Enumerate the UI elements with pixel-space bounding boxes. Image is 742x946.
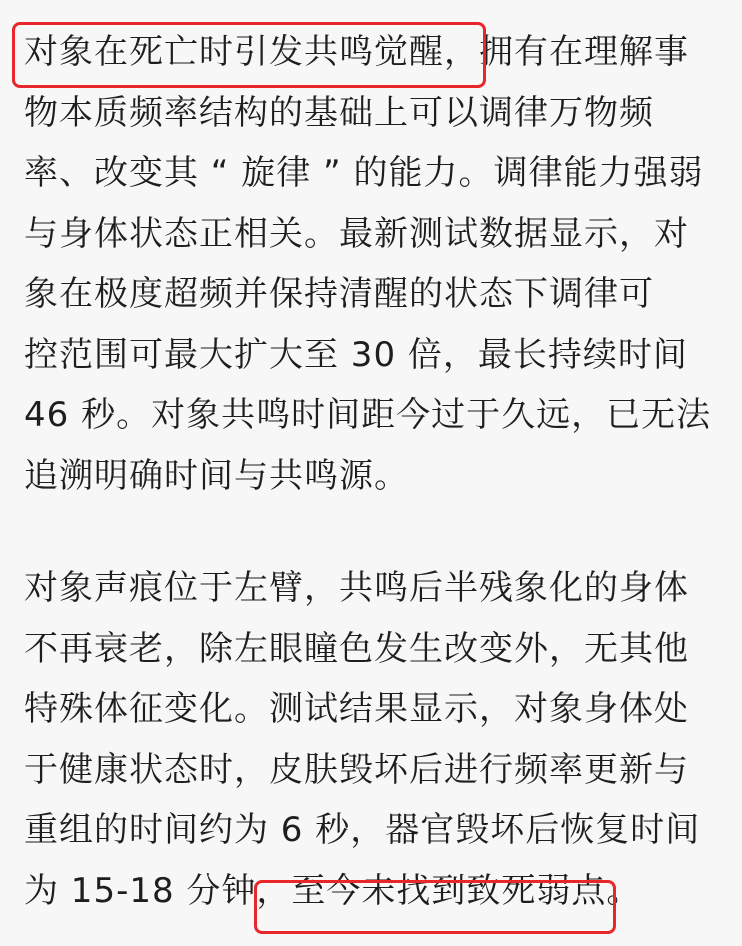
paragraph-1 xyxy=(24,22,724,506)
text-line: 46 秒。对象共鸣时间距今过于久远，已无法 xyxy=(24,395,712,435)
text-line: 率、改变其 “ 旋律 ” 的能力。调律能力强弱 xyxy=(24,153,704,193)
text-line: 为 15-18 分钟，至今未找到致死弱点。 xyxy=(24,870,642,911)
paragraph-2 xyxy=(24,558,724,921)
text-line: 与身体状态正相关。最新测试数据显示，对 xyxy=(24,213,689,254)
text-line: 特殊体征变化。测试结果显示，对象身体处 xyxy=(24,689,689,729)
text-line: 对象声痕位于左臂，共鸣后半残象化的身体 xyxy=(24,568,689,608)
text-line: 控范围可最大扩大至 30 倍，最长持续时间 xyxy=(24,334,688,375)
text-line: 追溯明确时间与共鸣源。 xyxy=(24,455,409,496)
text-line: 象在极度超频并保持清醒的状态下调律可 xyxy=(24,274,654,314)
text-line: 物本质频率结构的基础上可以调律万物频 xyxy=(24,92,654,133)
text-line: 于健康状态时，皮肤毁坏后进行频率更新与 xyxy=(24,749,689,790)
text-line: 不再衰老，除左眼瞳色发生改变外，无其他 xyxy=(24,628,689,669)
text-line: 对象在死亡时引发共鸣觉醒，拥有在理解事 xyxy=(24,32,689,72)
text-line: 重组的时间约为 6 秒，器官毁坏后恢复时间 xyxy=(24,810,701,850)
